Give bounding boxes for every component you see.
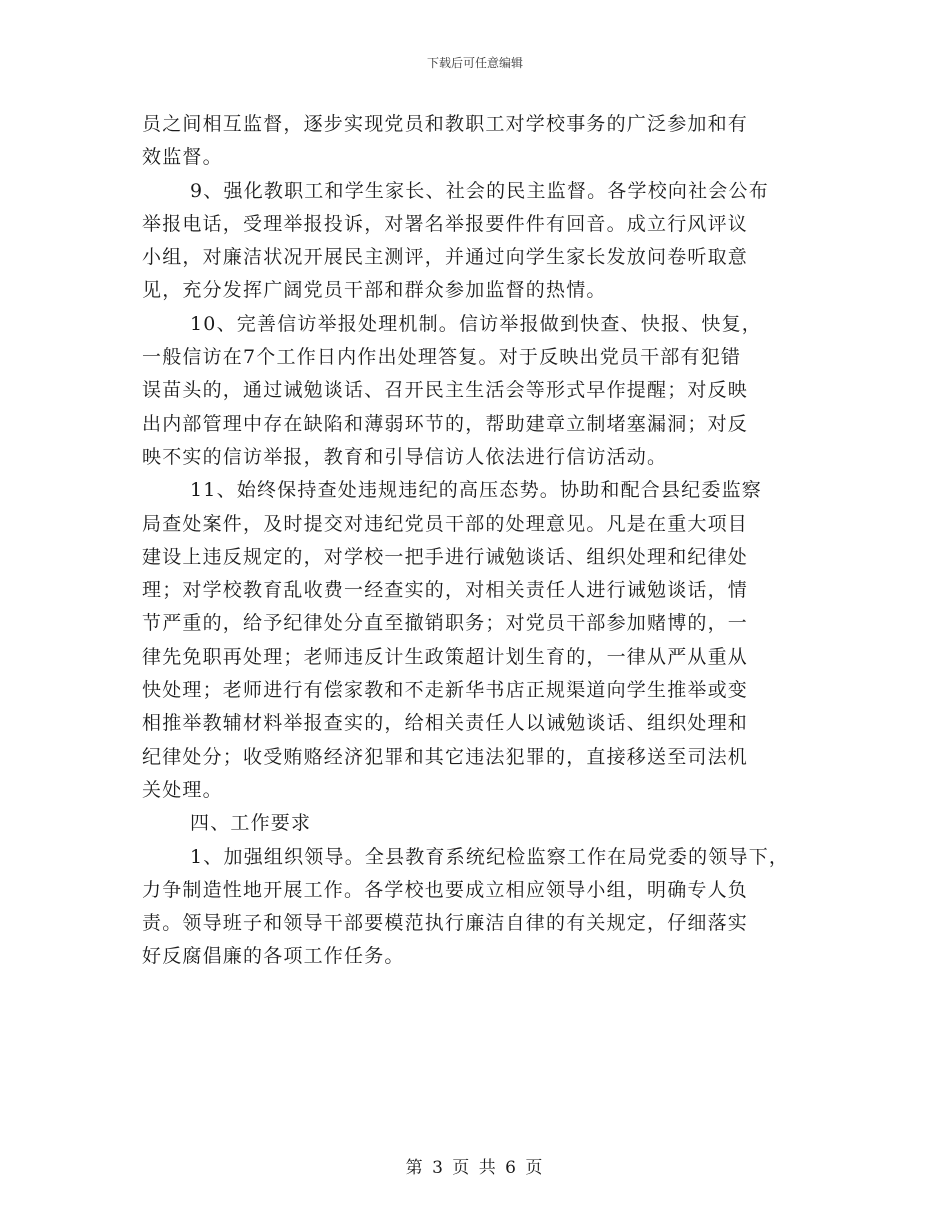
text-line: 律先免职再处理；老师违反计生政策超计划生育的，一律从严从重从 xyxy=(142,645,749,668)
text-line: 10、完善信访举报处理机制。信访举报做到快查、快报、快复， xyxy=(190,312,762,335)
text-line: 员之间相互监督，逐步实现党员和教职工对学校事务的广泛参加和有 xyxy=(142,113,749,135)
text-line: 好反腐倡廉的各项工作任务。 xyxy=(142,945,405,968)
text-line: 小组，对廉洁状况开展民主测评，并通过向学生家长发放问卷听取意 xyxy=(142,246,749,269)
text-line: 9、强化教职工和学生家长、社会的民主监督。各学校向社会公布 xyxy=(190,179,769,202)
document-body xyxy=(142,108,814,974)
text-line: 误苗头的，通过诫勉谈话、召开民主生活会等形式早作提醒；对反映 xyxy=(142,379,749,402)
text-line: 相推举教辅材料举报查实的，给相关责任人以诫勉谈话、组织处理和 xyxy=(142,712,749,735)
text-line: 效监督。 xyxy=(142,146,223,169)
text-line: 节严重的，给予纪律处分直至撤销职务；对党员干部参加赌博的，一 xyxy=(142,612,749,635)
text-line: 举报电话，受理举报投诉，对署名举报要件件有回音。成立行风评议 xyxy=(142,212,749,235)
text-line: 见，充分发挥广阔党员干部和群众参加监督的热情。 xyxy=(142,279,607,302)
page-header: 下载后可任意编辑 xyxy=(426,56,523,70)
text-line: 出内部管理中存在缺陷和薄弱环节的，帮助建章立制堵塞漏洞；对反 xyxy=(142,412,749,435)
text-line: 11、始终保持查处违规违纪的高压态势。协助和配合县纪委监察 xyxy=(190,479,762,502)
text-line: 1、加强组织领导。全县教育系统纪检监察工作在局党委的领导下， xyxy=(190,845,790,868)
text-line: 局查处案件，及时提交对违纪党员干部的处理意见。凡是在重大项目 xyxy=(142,512,749,535)
page-footer: 第 3 页 共 6 页 xyxy=(405,1158,545,1178)
text-line: 理；对学校教育乱收费一经查实的，对相关责任人进行诫勉谈话，情 xyxy=(142,579,749,602)
text-line: 纪律处分；收受贿赂经济犯罪和其它违法犯罪的，直接移送至司法机 xyxy=(142,745,749,768)
text-line: 关处理。 xyxy=(142,778,223,801)
text-line: 一般信访在7个工作日内作出处理答复。对于反映出党员干部有犯错 xyxy=(142,346,742,369)
text-line: 责。领导班子和领导干部要模范执行廉洁自律的有关规定，仔细落实 xyxy=(142,912,749,935)
text-line: 四、工作要求 xyxy=(190,812,312,835)
text-line: 建设上违反规定的，对学校一把手进行诫勉谈话、组织处理和纪律处 xyxy=(142,545,749,568)
text-line: 快处理；老师进行有偿家教和不走新华书店正规渠道向学生推举或变 xyxy=(142,679,749,702)
text-line: 力争制造性地开展工作。各学校也要成立相应领导小组，明确专人负 xyxy=(142,878,749,901)
text-line: 映不实的信访举报，教育和引导信访人依法进行信访活动。 xyxy=(142,445,668,468)
